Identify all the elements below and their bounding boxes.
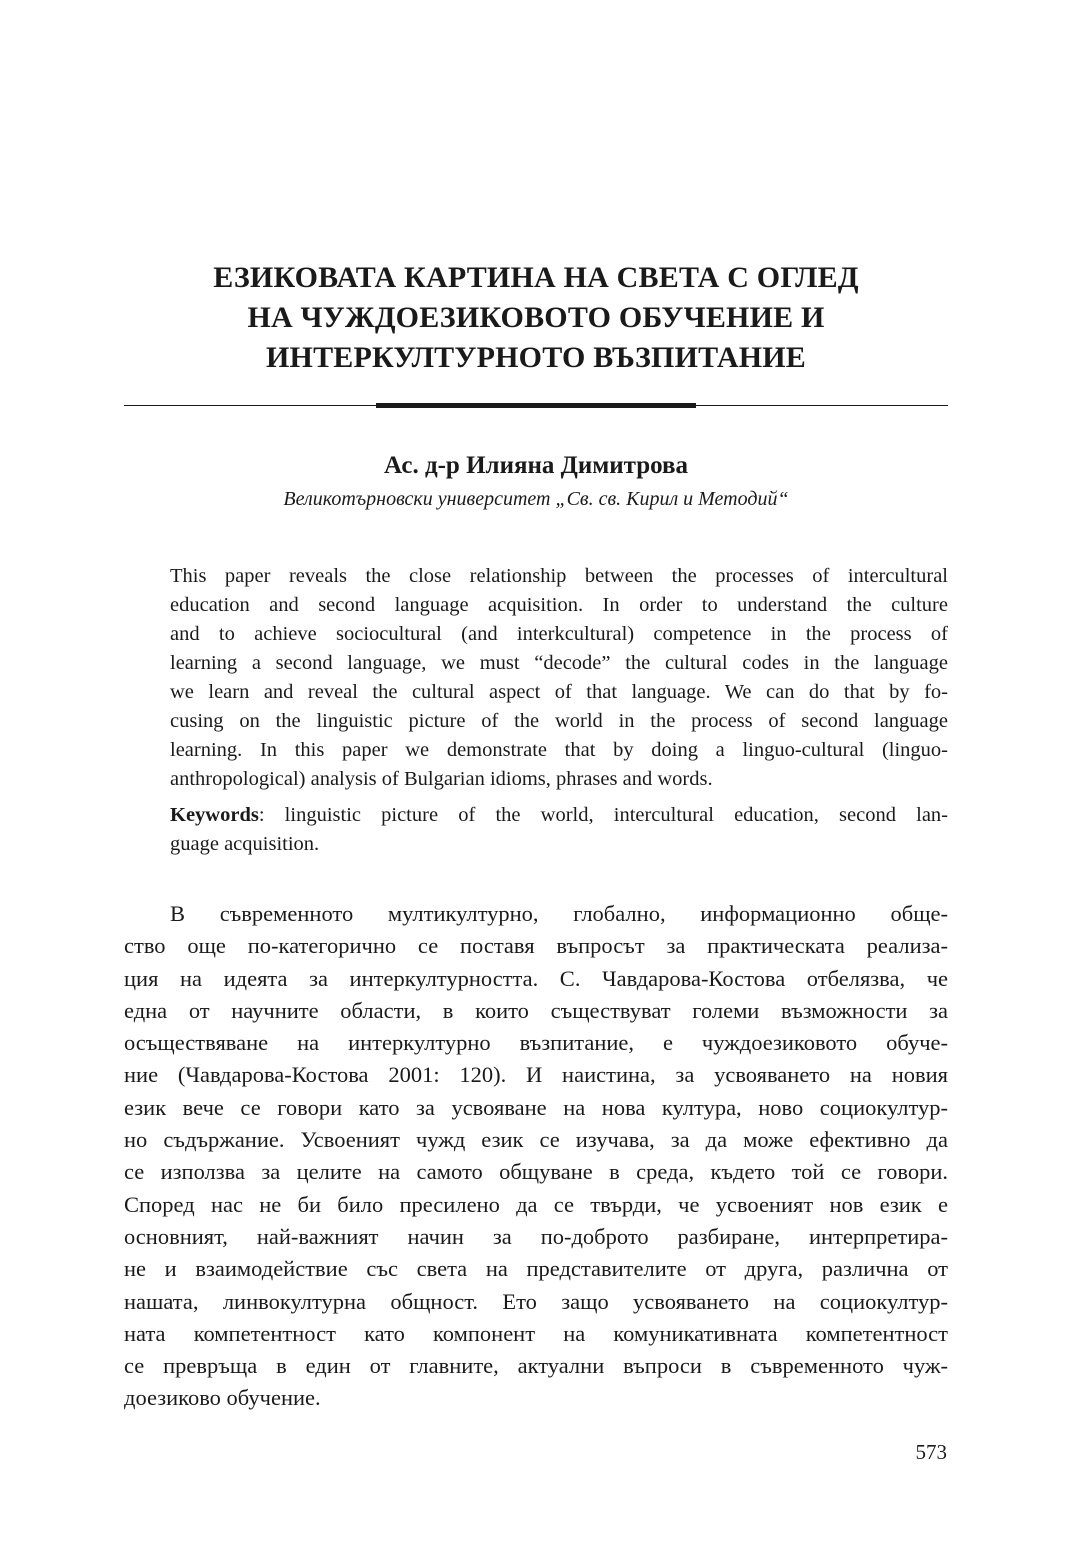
title-line: ИНТЕРКУЛТУРНОТО ВЪЗПИТАНИЕ bbox=[266, 341, 806, 374]
keywords bbox=[170, 801, 948, 859]
body-line: една от научните области, в които съществуват големи възможности за bbox=[124, 997, 948, 1023]
keywords-text: : linguistic picture of the world, intercultural education, second lan- bbox=[258, 804, 948, 826]
body-line: ната компетентност като компонент на комуникативната компетентност bbox=[124, 1320, 948, 1346]
author-name: Ас. д-р Илияна Димитрова bbox=[383, 452, 689, 479]
body-line: осъществяване на интеркултурно възпитание, е чуждоезиковото обуче- bbox=[124, 1030, 948, 1056]
body-line: ство още по-категорично се поставя въпросът за практическата реализа- bbox=[124, 933, 948, 959]
body-line: ция на идеята за интеркултурността. С. Чавдарова-Костова отбелязва, че bbox=[124, 965, 948, 991]
title-line: НА ЧУЖДОЕЗИКОВОТО ОБУЧЕНИЕ И bbox=[247, 301, 825, 334]
keywords-label: Keywords bbox=[170, 804, 259, 826]
abstract-line: This paper reveals the close relationship between the processes of intercultural bbox=[170, 565, 948, 587]
body-line: не и взаимодействие със света на представителите от друга, различна от bbox=[124, 1256, 948, 1282]
article-title bbox=[124, 258, 948, 378]
abstract-line: learning. In this paper we demonstrate that by doing a linguo-cultural (linguo- bbox=[170, 739, 948, 761]
keywords-line bbox=[170, 801, 948, 830]
body-line: ние (Чавдарова-Костова 2001: 120). И наистина, за усвояването на новия bbox=[124, 1062, 948, 1088]
abstract-line: anthropological) analysis of Bulgarian idioms, phrases and words. bbox=[170, 768, 713, 790]
page-number: 573 bbox=[915, 1440, 947, 1464]
keywords-line: guage acquisition. bbox=[170, 833, 320, 855]
body-paragraph bbox=[124, 898, 948, 1415]
body-line: но съдържание. Усвоеният чужд език се изучава, за да може ефективно да bbox=[124, 1127, 948, 1153]
title-line: ЕЗИКОВАТА КАРТИНА НА СВЕТА С ОГЛЕД bbox=[213, 261, 859, 294]
abstract-line: education and second language acquisition. In order to understand the culture bbox=[170, 594, 948, 616]
body-line: В съвременното мултикултурно, глобално, информационно обще- bbox=[170, 901, 948, 926]
author-affiliation: Великотърновски университет „Св. св. Кирил и Методий“ bbox=[283, 488, 789, 510]
body-line: Според нас не би било пресилено да се твърди, че усвоеният нов език е bbox=[124, 1191, 948, 1217]
abstract bbox=[170, 562, 948, 794]
body-line: език вече се говори като за усвояване на нова култура, ново социокултур- bbox=[124, 1094, 948, 1120]
body-line: доезиково обучение. bbox=[124, 1385, 321, 1411]
title-divider-thick bbox=[376, 403, 696, 408]
abstract-line: cusing on the linguistic picture of the world in the process of second language bbox=[170, 710, 948, 732]
abstract-line: learning a second language, we must “decode” the cultural codes in the language bbox=[170, 652, 948, 674]
body-line: се използва за целите на самото общуване в среда, където той се говори. bbox=[124, 1159, 948, 1185]
body-line: нашата, линвокултурна общност. Ето защо усвояването на социокултур- bbox=[124, 1288, 948, 1314]
body-line: основният, най-важният начин за по-доброто разбиране, интерпретира- bbox=[124, 1223, 948, 1249]
body-line: се превръща в един от главните, актуални въпроси в съвременното чуж- bbox=[124, 1353, 948, 1379]
abstract-line: we learn and reveal the cultural aspect of that language. We can do that by fo- bbox=[170, 681, 948, 703]
abstract-line: and to achieve sociocultural (and interkcultural) competence in the process of bbox=[170, 623, 948, 645]
